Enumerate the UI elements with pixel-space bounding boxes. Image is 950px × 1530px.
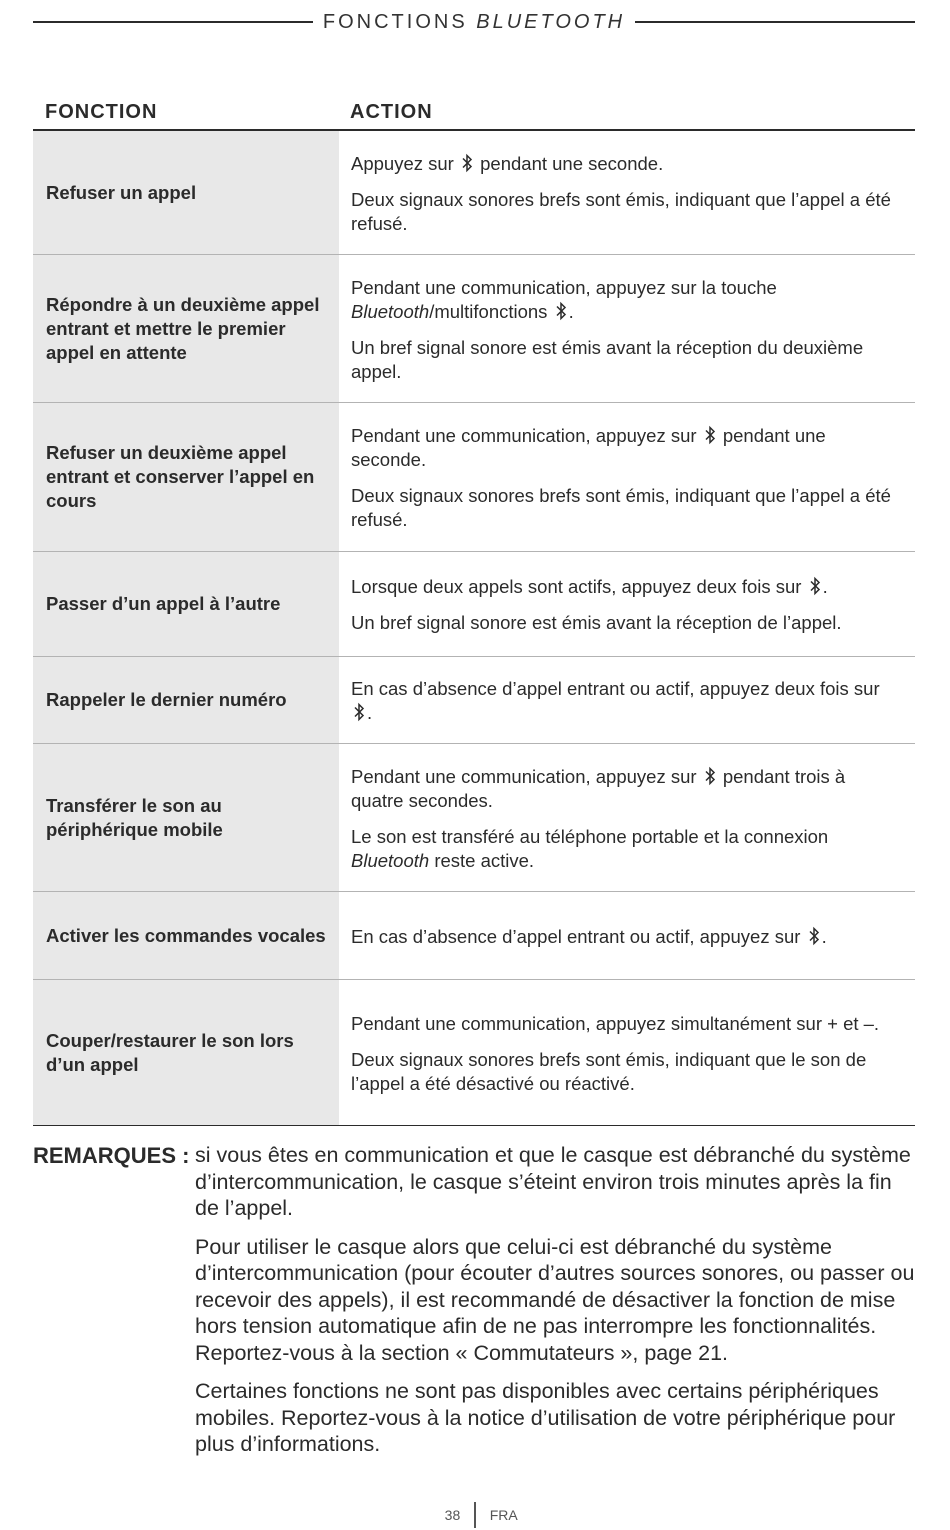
header-rule-left: [33, 21, 313, 23]
function-cell: Rappeler le dernier numéro: [33, 657, 339, 743]
page-title: FONCTIONS BLUETOOTH: [322, 10, 626, 33]
bluetooth-icon: [461, 153, 473, 173]
note-paragraph: Certaines fonctions ne sont pas disponibles avec certains périphériques mobiles. Reportez-vous à la notice d’utilisation de votre périphérique pour plus d’informations.: [195, 1379, 896, 1456]
function-cell: Répondre à un deuxième appel entrant et mettre le premier appel en attente: [33, 255, 339, 402]
table-row: [33, 980, 915, 1126]
function-cell: Activer les commandes vocales: [33, 892, 339, 979]
notes-body: [195, 1142, 915, 1458]
function-cell: Couper/restaurer le son lors d’un appel: [33, 980, 339, 1125]
action-cell: Pendant une communication, appuyez sur pendant trois à quatre secondes. Le son est transféré au téléphone portable et la connexion Bluetooth reste active.: [351, 765, 846, 871]
function-cell: Refuser un appel: [33, 131, 339, 254]
action-cell: Pendant une communication, appuyez sur pendant une seconde. Deux signaux sonores brefs sont émis, indiquant que l’appel a été refusé.: [351, 425, 891, 530]
action-cell: En cas d’absence d’appel entrant ou actif, appuyez sur .: [351, 925, 827, 947]
notes-label: REMARQUES :: [33, 1143, 190, 1168]
note-paragraph: si vous êtes en communication et que le casque est débranché du système d’intercommunication, le casque s’éteint environ trois minutes après la fin de l’appel.: [195, 1143, 911, 1220]
function-table: [33, 131, 915, 1126]
action-cell: Lorsque deux appels sont actifs, appuyez deux fois sur . Un bref signal sonore est émis avant la réception de l’appel.: [351, 576, 842, 633]
bluetooth-icon: [704, 766, 716, 786]
table-row: [33, 552, 915, 657]
page-footer: [0, 1502, 950, 1528]
note-paragraph: Pour utiliser le casque alors que celui-ci est débranché du système d’intercommunication (pour écouter d’autres sources sonores, ou passer ou recevoir des appels), il est recommandé de désactiver la fonction de mise hors tension automatique afin de ne pas interrompre les fonctionnalités. Reportez-vous à la section « Commutateurs », page 21.: [195, 1234, 915, 1365]
language-code: FRA: [489, 1507, 518, 1523]
bluetooth-icon: [704, 425, 716, 445]
table-row: [33, 892, 915, 980]
table-row: [33, 744, 915, 892]
page-number: 38: [444, 1507, 461, 1523]
bluetooth-icon: [809, 576, 821, 596]
page-header: [33, 8, 915, 36]
table-row: [33, 657, 915, 744]
header-rule-right: [635, 21, 915, 23]
function-cell: Refuser un deuxième appel entrant et conserver l’appel en cours: [33, 403, 339, 551]
column-header-action: ACTION: [350, 100, 433, 123]
function-cell: Passer d’un appel à l’autre: [33, 552, 339, 656]
action-cell: Appuyez sur pendant une seconde. Deux signaux sonores brefs sont émis, indiquant que l’appel a été refusé.: [351, 152, 891, 234]
table-row: [33, 255, 915, 403]
bluetooth-icon: [353, 702, 365, 722]
function-cell: Transférer le son au périphérique mobile: [33, 744, 339, 891]
table-header: [33, 95, 915, 131]
action-cell: Pendant une communication, appuyez sur la touche Bluetooth/multifonctions . Un bref signal sonore est émis avant la réception du deuxième appel.: [351, 276, 864, 382]
column-header-function: FONCTION: [45, 100, 158, 123]
table-row: [33, 131, 915, 255]
action-cell: Pendant une communication, appuyez simultanément sur + et –. Deux signaux sonores brefs sont émis, indiquant que le son de l’appel a été désactivé ou réactivé.: [351, 1012, 880, 1094]
table-row: [33, 403, 915, 552]
bluetooth-icon: [555, 301, 567, 321]
bluetooth-icon: [808, 926, 820, 946]
action-cell: En cas d’absence d’appel entrant ou actif, appuyez deux fois sur .: [351, 678, 880, 723]
notes-section: [33, 1142, 915, 1458]
